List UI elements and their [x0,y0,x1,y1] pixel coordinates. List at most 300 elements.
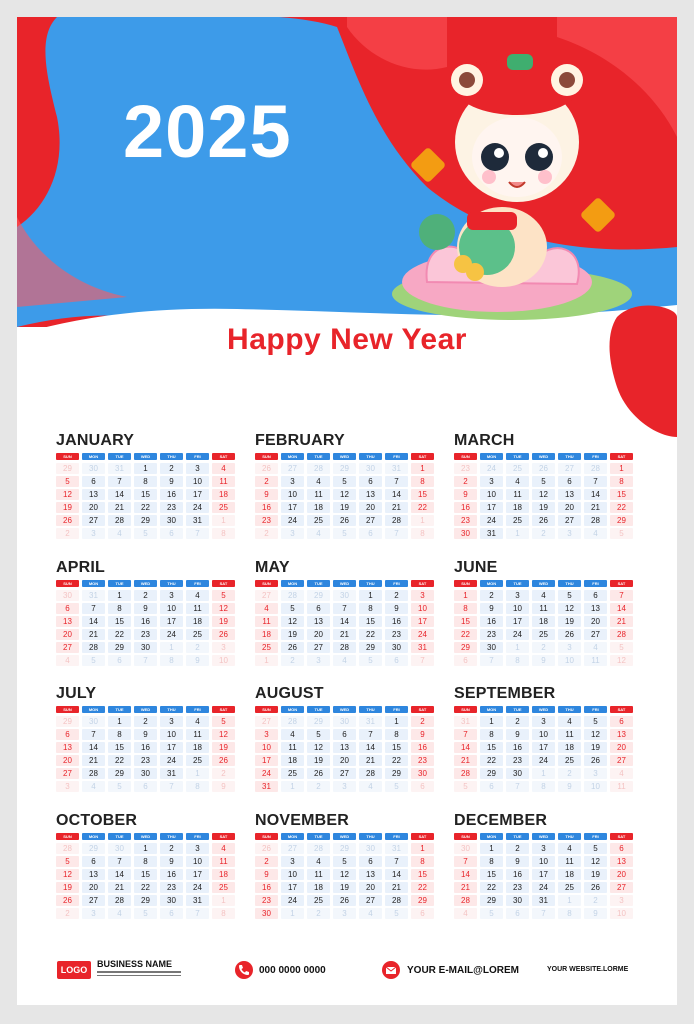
day-cell-adjacent: 8 [186,781,209,792]
weekday-label: TUE [307,706,330,713]
day-cell-adjacent: 10 [584,781,607,792]
day-cell: 16 [255,502,278,513]
day-cell-adjacent: 30 [333,716,356,727]
day-cell: 27 [558,515,581,526]
month-june [454,558,634,676]
day-cell-adjacent: 4 [584,528,607,539]
day-cell: 22 [108,629,131,640]
day-cell: 27 [56,768,79,779]
day-cell: 22 [134,502,157,513]
weekday-label: FRI [385,833,408,840]
month-february [255,431,435,549]
day-cell: 4 [186,716,209,727]
month-january [56,431,236,549]
day-cell: 2 [160,463,183,474]
day-cell: 18 [558,869,581,880]
day-cell: 26 [212,629,235,640]
day-cell-adjacent: 4 [307,528,330,539]
day-cell: 14 [333,616,356,627]
day-cell: 7 [454,856,477,867]
day-cell-adjacent: 3 [558,528,581,539]
weekday-label: SUN [56,453,79,460]
day-cell: 13 [56,616,79,627]
day-cell: 21 [454,755,477,766]
day-cell-adjacent: 2 [532,528,555,539]
day-cell: 7 [108,856,131,867]
day-cell: 13 [584,603,607,614]
day-cell-adjacent: 7 [186,908,209,919]
weekday-label: MON [281,833,304,840]
day-cell: 28 [385,515,408,526]
day-cell: 30 [506,895,529,906]
day-cell-adjacent: 7 [532,908,555,919]
day-cell: 21 [385,502,408,513]
day-cell-adjacent: 4 [108,908,131,919]
weekday-label: FRI [186,453,209,460]
day-cell: 3 [281,856,304,867]
day-grid [255,716,435,792]
day-cell: 22 [359,629,382,640]
day-cell: 11 [307,869,330,880]
day-cell: 12 [584,729,607,740]
weekday-label: SAT [610,833,633,840]
weekday-label: SAT [411,580,434,587]
day-cell: 16 [385,616,408,627]
day-grid [56,590,236,666]
day-cell: 22 [480,755,503,766]
day-cell-adjacent: 10 [558,655,581,666]
day-cell: 12 [532,489,555,500]
year-title: 2025 [123,90,292,173]
weekday-label: MON [281,453,304,460]
day-cell-adjacent: 1 [212,515,235,526]
day-cell-adjacent: 7 [480,655,503,666]
weekday-label: WED [333,453,356,460]
website: YOUR WEBSITE.LORME [547,966,629,973]
day-cell: 30 [385,642,408,653]
day-cell: 20 [82,882,105,893]
day-cell: 7 [385,856,408,867]
day-cell: 10 [186,476,209,487]
day-cell: 11 [212,856,235,867]
day-cell: 5 [333,856,356,867]
day-cell: 15 [480,869,503,880]
day-cell: 5 [532,476,555,487]
day-cell: 14 [385,489,408,500]
day-cell: 14 [454,742,477,753]
day-cell-adjacent: 1 [506,642,529,653]
day-cell: 10 [532,856,555,867]
weekday-label: MON [281,706,304,713]
day-cell-adjacent: 30 [56,590,79,601]
day-cell-adjacent: 10 [610,908,633,919]
day-cell: 6 [558,476,581,487]
day-cell-adjacent: 6 [411,908,434,919]
day-cell: 28 [584,515,607,526]
day-cell: 8 [480,856,503,867]
weekday-label: FRI [584,580,607,587]
day-cell-adjacent: 1 [281,781,304,792]
day-cell-adjacent: 1 [558,895,581,906]
day-cell-adjacent: 1 [160,642,183,653]
day-cell-adjacent: 30 [333,590,356,601]
day-cell: 5 [56,856,79,867]
day-cell: 8 [108,729,131,740]
day-cell: 17 [506,616,529,627]
day-cell: 22 [108,755,131,766]
day-cell: 23 [160,882,183,893]
day-cell: 21 [584,502,607,513]
day-cell: 23 [134,629,157,640]
day-cell: 14 [359,742,382,753]
weekday-label: SUN [56,833,79,840]
day-cell: 23 [454,515,477,526]
day-cell: 17 [281,502,304,513]
day-cell-adjacent: 8 [411,528,434,539]
day-cell: 8 [480,729,503,740]
business-name: BUSINESS NAME [97,959,173,969]
day-cell-adjacent: 31 [454,716,477,727]
day-cell: 30 [506,768,529,779]
weekday-label: SAT [411,453,434,460]
day-cell: 13 [56,742,79,753]
weekday-label: THU [359,453,382,460]
day-cell: 9 [411,729,434,740]
day-grid [454,716,634,792]
weekday-header [56,833,236,840]
day-cell: 3 [160,716,183,727]
day-cell-adjacent: 3 [584,768,607,779]
day-cell: 1 [411,843,434,854]
day-cell-adjacent: 31 [359,716,382,727]
day-cell-adjacent: 30 [454,843,477,854]
day-grid [56,716,236,792]
day-cell: 8 [108,603,131,614]
day-cell: 24 [186,502,209,513]
day-cell: 17 [160,616,183,627]
weekday-label: THU [558,453,581,460]
day-cell: 11 [186,603,209,614]
day-cell-adjacent: 3 [307,655,330,666]
day-cell: 4 [532,590,555,601]
day-cell: 12 [333,869,356,880]
day-cell: 12 [212,603,235,614]
day-grid [454,463,634,539]
day-cell-adjacent: 6 [160,908,183,919]
day-cell: 3 [186,463,209,474]
day-cell: 15 [454,616,477,627]
weekday-label: SUN [454,833,477,840]
weekday-label: TUE [506,453,529,460]
day-cell: 15 [108,742,131,753]
day-cell: 24 [506,629,529,640]
weekday-label: SAT [610,453,633,460]
day-cell: 7 [108,476,131,487]
day-cell: 22 [610,502,633,513]
day-cell: 28 [385,895,408,906]
day-cell: 19 [333,502,356,513]
day-cell: 18 [506,502,529,513]
day-cell: 31 [411,642,434,653]
day-cell: 22 [454,629,477,640]
day-cell: 5 [558,590,581,601]
day-cell-adjacent: 3 [56,781,79,792]
day-cell: 17 [532,869,555,880]
weekday-label: FRI [186,833,209,840]
day-cell: 14 [82,742,105,753]
month-name: JULY [56,685,97,702]
day-cell: 18 [186,742,209,753]
weekday-label: MON [82,453,105,460]
day-cell: 27 [610,882,633,893]
weekday-header [255,706,435,713]
day-cell: 29 [108,642,131,653]
day-cell: 5 [584,843,607,854]
weekday-label: THU [160,453,183,460]
day-cell: 18 [307,882,330,893]
weekday-label: SUN [454,453,477,460]
day-cell-adjacent: 4 [333,655,356,666]
day-cell: 12 [56,869,79,880]
day-cell: 18 [532,616,555,627]
day-cell: 20 [558,502,581,513]
day-grid [56,463,236,539]
day-cell: 21 [108,882,131,893]
day-cell: 16 [506,742,529,753]
day-cell: 14 [584,489,607,500]
day-cell: 25 [281,768,304,779]
day-cell: 2 [385,590,408,601]
month-august [255,684,435,802]
day-cell: 25 [307,895,330,906]
weekday-label: TUE [108,453,131,460]
day-cell: 19 [212,616,235,627]
month-name: JUNE [454,559,498,576]
day-cell: 30 [255,908,278,919]
day-cell-adjacent: 9 [186,655,209,666]
day-cell: 21 [454,882,477,893]
day-cell-adjacent: 6 [108,655,131,666]
weekday-label: MON [82,833,105,840]
day-cell-adjacent: 2 [307,908,330,919]
day-cell: 17 [480,502,503,513]
day-cell-adjacent: 25 [506,463,529,474]
day-cell: 5 [212,716,235,727]
day-cell: 3 [506,590,529,601]
day-cell: 4 [307,476,330,487]
day-cell: 20 [359,502,382,513]
day-cell: 20 [610,869,633,880]
day-cell: 15 [134,489,157,500]
month-name: APRIL [56,559,105,576]
day-cell: 21 [359,755,382,766]
day-cell: 27 [82,515,105,526]
day-cell: 23 [255,895,278,906]
day-cell-adjacent: 28 [584,463,607,474]
day-cell-adjacent: 26 [255,463,278,474]
day-cell: 20 [359,882,382,893]
day-cell-adjacent: 29 [307,716,330,727]
day-cell-adjacent: 27 [558,463,581,474]
day-cell: 21 [82,755,105,766]
day-cell-adjacent: 8 [532,781,555,792]
weekday-label: TUE [108,706,131,713]
day-cell-adjacent: 8 [160,655,183,666]
day-cell: 13 [610,729,633,740]
day-cell: 4 [558,716,581,727]
weekday-label: MON [82,580,105,587]
day-cell: 25 [558,882,581,893]
day-cell: 31 [160,768,183,779]
day-cell: 11 [307,489,330,500]
day-cell: 4 [281,729,304,740]
day-cell: 24 [160,755,183,766]
weekday-label: FRI [584,453,607,460]
day-grid [255,463,435,539]
day-cell-adjacent: 28 [56,843,79,854]
weekday-label: WED [333,706,356,713]
day-cell-adjacent: 9 [584,908,607,919]
weekday-label: MON [281,580,304,587]
day-cell-adjacent: 3 [333,781,356,792]
day-cell-adjacent: 30 [82,716,105,727]
day-cell: 1 [610,463,633,474]
day-cell-adjacent: 1 [281,908,304,919]
day-cell: 8 [134,856,157,867]
weekday-label: SAT [212,706,235,713]
day-cell-adjacent: 2 [584,895,607,906]
day-cell-adjacent: 5 [610,528,633,539]
day-cell: 4 [212,843,235,854]
day-cell-adjacent: 23 [454,463,477,474]
day-cell: 19 [212,742,235,753]
greeting-text: Happy New Year [227,323,467,356]
day-cell-adjacent: 30 [82,463,105,474]
day-cell: 2 [480,590,503,601]
day-cell: 18 [281,755,304,766]
day-cell: 7 [454,729,477,740]
day-cell-adjacent: 1 [212,895,235,906]
day-cell: 13 [558,489,581,500]
day-cell: 23 [411,755,434,766]
day-cell: 26 [558,629,581,640]
day-cell: 27 [333,768,356,779]
day-cell: 28 [454,895,477,906]
day-cell-adjacent: 9 [212,781,235,792]
logo: LOGO [57,961,91,979]
weekday-label: SUN [454,580,477,587]
day-cell: 9 [255,869,278,880]
day-cell: 7 [610,590,633,601]
weekday-header [454,580,634,587]
day-cell: 21 [333,629,356,640]
day-cell: 31 [532,895,555,906]
day-cell: 17 [186,869,209,880]
day-cell: 5 [56,476,79,487]
day-cell: 12 [56,489,79,500]
day-cell: 18 [307,502,330,513]
day-cell: 3 [532,716,555,727]
day-cell: 15 [134,869,157,880]
day-cell: 4 [212,463,235,474]
day-cell-adjacent: 4 [454,908,477,919]
day-cell: 22 [385,755,408,766]
day-cell: 17 [160,742,183,753]
day-cell: 27 [307,642,330,653]
day-cell: 14 [108,489,131,500]
day-cell: 31 [186,515,209,526]
day-cell: 20 [307,629,330,640]
day-cell-adjacent: 1 [255,655,278,666]
day-cell: 13 [359,489,382,500]
day-cell: 17 [411,616,434,627]
day-cell: 13 [82,489,105,500]
month-july [56,684,236,802]
day-cell: 4 [255,603,278,614]
day-cell: 19 [584,742,607,753]
weekday-label: WED [333,580,356,587]
weekday-label: MON [480,453,503,460]
day-cell-adjacent: 6 [134,781,157,792]
day-cell: 29 [385,768,408,779]
email-address: YOUR E-MAIL@LOREM [407,965,519,976]
day-cell: 19 [56,502,79,513]
day-cell: 20 [82,502,105,513]
day-cell: 10 [281,489,304,500]
day-cell: 27 [56,642,79,653]
day-cell: 10 [532,729,555,740]
day-grid [454,590,634,666]
day-cell-adjacent: 2 [212,768,235,779]
day-cell-adjacent: 2 [186,642,209,653]
day-cell: 6 [82,476,105,487]
day-cell: 16 [134,616,157,627]
day-cell: 7 [82,603,105,614]
day-cell: 30 [134,642,157,653]
calendar-poster [17,17,677,1005]
day-cell: 17 [281,882,304,893]
weekday-label: SUN [454,706,477,713]
day-cell: 24 [160,629,183,640]
day-cell-adjacent: 2 [56,528,79,539]
weekday-label: TUE [108,580,131,587]
day-cell-adjacent: 8 [558,908,581,919]
day-cell: 11 [532,603,555,614]
day-cell: 6 [359,856,382,867]
day-cell: 17 [186,489,209,500]
day-cell: 24 [411,629,434,640]
weekday-label: FRI [584,833,607,840]
day-cell-adjacent: 12 [610,655,633,666]
weekday-label: SAT [610,580,633,587]
day-cell: 16 [255,882,278,893]
day-cell: 25 [532,629,555,640]
day-cell-adjacent: 8 [212,528,235,539]
day-cell-adjacent: 26 [255,843,278,854]
day-cell-adjacent: 9 [532,655,555,666]
day-cell-adjacent: 7 [160,781,183,792]
day-cell: 2 [134,716,157,727]
day-cell: 3 [186,843,209,854]
day-cell: 18 [558,742,581,753]
day-cell: 22 [480,882,503,893]
day-cell: 24 [480,515,503,526]
day-cell: 20 [584,616,607,627]
day-cell-adjacent: 5 [610,642,633,653]
weekday-label: FRI [584,706,607,713]
day-cell: 26 [584,755,607,766]
weekday-label: TUE [307,453,330,460]
